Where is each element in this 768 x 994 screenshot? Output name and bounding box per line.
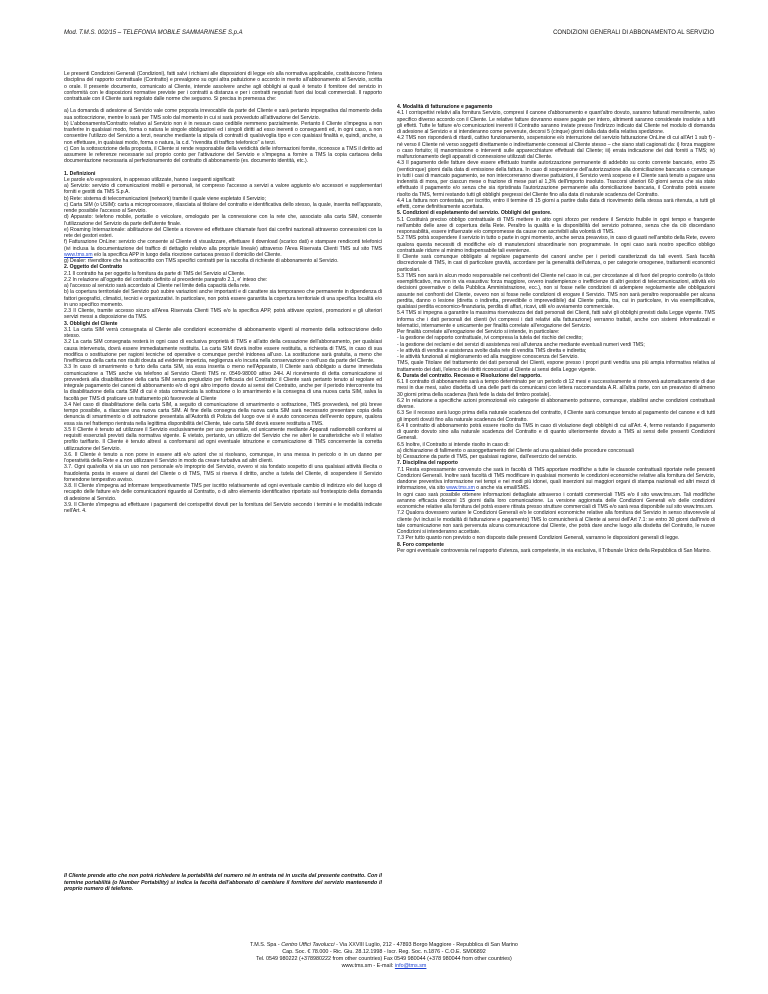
document-title: CONDIZIONI GENERALI DI ABBONAMENTO AL SERVIZIO <box>553 30 714 36</box>
paragraph: Le parole e/o espressioni, in appresso utilizzate, hanno i seguenti significati: <box>64 176 236 183</box>
paragraph: 3.5 Il Cliente è tenuto ad utilizzare il Servizio esclusivamente per uso personale, ed unicamente mediante Apparati radiomobili conformi ai requisiti essenziali previsti dalla normativa vigente. È vietato, pertanto, un utilizzo del Servizio che ne alteri le caratteristiche e/o il relativo profilo tariffario. Il Cliente è tenuto altresì a conformarsi ad ogni eventuale istruzione e comunicazione di TMS concernente la corretta utilizzazione del Servizio. <box>64 426 382 452</box>
paragraph: 6.4 Il contratto di abbonamento potrà essere risolto da TMS in caso di violazione degli obblighi di cui all'Art. 4, fermo restando il pagamento di quanto dovuto sino alla naturale scadenza del Contratto e di quanto ulteriormente dovuto a TMS ai sensi delle presenti Condizioni Generali. <box>397 422 715 442</box>
paragraph: 7.3 Per tutto quanto non previsto o non disposto dalle presenti Condizioni Generali, varranno le disposizioni generali di legge. <box>397 535 680 542</box>
paragraph: 6.5 Inoltre, il Contratto si intende risolto in caso di: <box>397 441 510 448</box>
footer-registry: Cap. Soc. € 78.000 - Ric. Giu. 28.12.1998 - Iscr. Reg. Soc. n.1876 - C.O.E. SM06892 <box>282 949 486 956</box>
paragraph: g) Dealer: rivenditore che ha sottoscritto con TMS specifici contratti per la raccolta di richieste di abbonamento al Servizio. <box>64 258 339 264</box>
section-heading: 5. Condizioni di espletamento del servizio. Obblighi del gestore. <box>397 210 552 217</box>
paragraph: 3.2 La carta SIM consegnata resterà in ogni caso di esclusiva proprietà di TMS e all'atto della cessazione dell'abbonamento, per qualsiasi causa intervenuta, dovrà essere immediatamente restituita. La carta SIM dovrà inoltre essere restituita, a richiesta di TMS, in caso di sua modifica o sostituzione per ragioni tecniche od operative o comunque perché inidonea all'uso. La sostituzione sarà gratuita, a meno che l'inefficienza della carta non risulti dovuta ad evidente imperizia, negligenza e/o incuria nella conservazione o nell'uso da parte del Cliente. <box>64 339 382 364</box>
website-link[interactable]: www.tms.sm <box>446 485 475 492</box>
paragraph: In ogni caso sarà possibile ottenere informazioni dettagliate attraverso i contatti commerciali TMS e/o il sito www.tms.sm. Tali modifiche avranno efficacia decorsi 15 giorni dalla loro comunicazione. La versione aggiornata delle Condizioni Generali e/o delle condizioni economiche relative alla fornitura del potrà essere ritirata presso strutture commerciali di TMS e/o sarà resa disponibile sul sito www.tms.sm. <box>397 491 715 510</box>
paragraph: 4.1 I corrispettivi relativi alla fornitura Servizio, compresi il canone d'abbonamento e quant'altro dovuto, saranno fatturati mensilmente, salvo specifico diverso accordo con il Cliente. Le relative fatture dovranno essere pagate per intero, altrimenti saranno considerate insolute a tutti gli effetti. Tutte le fatture e/o comunicazioni inerenti il Contratto saranno inviate presso l'indirizzo indicato dal Cliente nel modulo di domanda di adesione al Servizio e si intenderanno come pervenute, decorsi 5 (cinque) giorni dalla data della relativa spedizione. <box>397 110 715 135</box>
footer-street: - Via XXVIII Luglio, 212 - 47893 Borgo Maggiore - Repubblica di San Marino <box>334 942 518 948</box>
paragraph: c) Con la sottoscrizione della proposta, il Cliente si rende responsabile della veridicità delle informazioni fornite, riconosce a TMS il diritto ad assumere le referenze necessarie sul proprio conto per l'attivazione del Servizio e s'impegna a fornire a TMS la copia cartacea della documentazione necessaria al perfezionamento del contratto di abbonamento (es. documento identità, etc.). <box>64 145 382 165</box>
paragraph: a) l'accesso al servizio sarà accordato al Cliente nel limite della capacità della rete. <box>64 283 251 289</box>
footer-contact <box>0 963 768 970</box>
paragraph: 3.4 Nel caso di disabilitazione della carta SIM, a seguito di comunicazione di smarrimento o sottrazione, TMS provvederà, nel più breve tempo possibile, a rilasciare una nuova carta SIM. Al fine della consegna della nuova carta SIM sarà necessario presentare copia della denuncia di smarrimento o di sottrazione presentata all'Autorità di Polizia del luogo ove si è avuto conoscenza dell'evento oppure, qualora essa sia nel frattempo rientrata nella legittima disponibilità del Cliente, tale carta SIM dovrà essere restituita a TMS. <box>64 401 382 427</box>
paragraph: c) Carta SIM (o USIM): carta a microprocessore, rilasciata al titolare del contratto e identificativa dello stesso, la quale, inserita nell'apparato, rende possibile l'accesso al Servizio. <box>64 201 382 214</box>
paragraph: - le attività funzionali al miglioramento ed alla maggiore conoscenza del Servizio. <box>397 354 579 360</box>
section-heading: 6. Durata del contratto. Recesso e Risoluzione del rapporto. <box>397 372 542 379</box>
left-column <box>64 71 382 514</box>
paragraph: b) L'abbonamento/Contratto relativo al Servizio non è in nessun caso cedibile nemmeno parzialmente. Pertanto il Cliente s'impegna a non trasferire in qualsiasi modo, forma o natura le singole obbligazioni ed i singoli diritti ad esso inerenti o conseguenti ed, in ogni caso, a non consentire l'utilizzo del Servizio a terzi, neanche mediante la stipula di contratti di qualsivoglia tipo e con qualsiasi finalità e, quindi, anche, a non effettuare, in qualsiasi modo, forma o natura, la c.d. "rivendita di traffico telefonico" a terzi. <box>64 120 382 146</box>
paragraph: - la gestione del rapporto contrattuale, ivi compresa la tutela del rischio del credito; <box>397 335 583 342</box>
paragraph: 2.1 Il contratto ha per oggetto la fornitura da parte di TMS del Servizio al Cliente. <box>64 270 246 277</box>
paragraph: 2.3 Il Cliente, tramite accesso sicuro all'Area Riservata Clienti TMS e/o la specifica APP, potrà attivare opzioni, promozioni e gli ulteriori servizi messi a disposizione da TMS. <box>64 308 382 321</box>
paragraph: 5.1 Costituirà preciso obbligo contrattuale di TMS mettere in atto ogni sforzo per rendere il Servizio fruibile in ogni tempo e frangente nell'ambito delle aree di copertura della Rete. Peraltro la qualità e la disponibilità del servizio potranno, senza che da ciò discendano responsabilità, essere influenzate e/o compromesse da cause non ascrivibili alla volontà di TMS. <box>397 216 715 235</box>
footer-company: T.M.S. Spa - <box>250 942 282 948</box>
paragraph: a) dichiarazione di fallimento o assoggettamento del Cliente ad una qualsiasi delle procedure concorsuali <box>397 447 634 454</box>
right-column <box>397 104 715 554</box>
paragraph: Le presenti Condizioni Generali (Condizioni), fatti salvi i richiami alle disposizioni di legge e/o alla normativa applicabile, costituiscono l'intera disciplina del rapporto contrattuale (Contratto) e prevalgono su ogni altra pattuizione o accordo in merito all'abbonamento al Servizio, scritta o orale. Il presente documento, comunicato al Cliente, intende assolvere anche agli obblighi ai quali è tenuto il fornitore del servizio in conformità con le disposizioni normative previste per i contratti a distanza e per i contratti negoziati fuori dai locali commerciali. Il rapporto contrattuale con il Cliente sarà regolato dalle norme che seguono. Si precisa in premessa che: <box>64 71 382 102</box>
paragraph: 5.4 TMS si impegna a garantire la massima riservatezza dei dati personali dei Clienti, fatti salvi gli obblighi previsti dalla Legge vigente. TMS informa che i dati personali dei clienti (ivi compresi i dati relativi alla fatturazione) verranno trattati, anche con sistemi informatizzati e telematici, internamente e unicamente per finalità correlate all'erogazione del Servizio. <box>397 310 715 329</box>
paragraph: 6.3 Se il recesso avrà luogo prima della naturale scadenza del contratto, il Cliente sarà comunque tenuto al pagamento del canone e di tutti gli importi dovuti fino alla naturale scadenza del Contratto. <box>397 410 715 423</box>
paragraph: 7.1 Resta espressamente convenuto che sarà in facoltà di TMS apportare modifiche a tutte le clausole contrattuali riportate nelle presenti Condizioni Generali. Inoltre sarà facoltà di TMS modificare in qualsiasi momento le condizioni economiche relative alla fornitura del Servizio, dandone preventiva informazione nei tempi e nei modi più idonei, quali inserzioni sui maggiori organi di stampa nazionali ed altri mezzi di informazione, via sito www.tms.sm o anche via email/SMS. <box>397 466 715 492</box>
paragraph: - la gestione dei reclami e dei servizi di assistenza resi all'utenza anche mediante eventuali numeri verdi TMS; <box>397 341 645 348</box>
paragraph: f) Fatturazione OnLine: servizio che consente al Cliente di visualizzare, effettuare il download (scarico dati) e stampare rendiconti telefonici (ivi inclusa la documentazione del traffico di dettaglio relativo alla propria/e linea/e) attraverso l'Area Riservata Clienti TMS sul sito TMS www.tms.sm e/o la specifica APP in luogo della ricezione cartacea presso il domicilio del Cliente. <box>64 239 382 258</box>
paragraph: 3.7. Ogni qualvolta vi sia un uso non personale e/o improprio del Servizio, ovvero vi sia fondato sospetto di una qualsiasi attività illecita o fraudolenta posta in essere ai danni del Cliente o di TMS, TMS si riserva il diritto, anche a tutela del Cliente, di sospendere il Servizio fornendone tempestivo avviso. <box>64 464 382 483</box>
paragraph: 4.2 TMS non risponderà di ritardi, cattivo funzionamento, sospensione e/o interruzione del servizio fatturazione OnLine di cui all'Art 1 sub f) - né verso il Cliente né verso soggetti direttamente o indirettamente connessi al Cliente stesso – che siano stati cagionati da: i) forza maggiore o caso fortuito; ii) manomissione o interventi sulle apparecchiature effettuati dal Cliente; iii) errata indicazione dei dati forniti a TMS; iv) malfunzionamento degli apparati di connessione utilizzati dal Cliente. <box>397 135 715 160</box>
paragraph: 6.1 Il contratto di abbonamento sarà a tempo determinato per un periodo di 12 mesi e successivamente si rinnoverà automaticamente di due mesi in due mesi, salvo disdetta di una delle parti da comunicarsi con lettera raccomandata A.R. all'altra parte, con un preavviso di almeno 30 giorni prima della scadenza (farà fede la data del timbro postale). <box>397 379 715 398</box>
email-link[interactable]: info@tms.sm <box>394 963 427 970</box>
paragraph: 4.4 La fattura non contestata, per iscritto, entro il termine di 15 giorni a partire dalla data di ricevimento della stessa sarà ritenuta, a tutti gli effetti, come definitivamente accettata. <box>397 197 715 210</box>
footer-address <box>0 942 768 949</box>
paragraph: b) Cessazione da parte di TMS, per qualsiasi ragione, dall'esercizio del servizio. <box>397 454 578 460</box>
document-code: Mod. T.M.S. 002/15 – TELEFONIA MOBILE SAMMARINESE S.p.A <box>64 30 243 36</box>
paragraph: 5.3 TMS non sarà in alcun modo responsabile nei confronti del Cliente nel caso in cui, per circostanze al di fuori del proprio controllo (a titolo esemplificativo, ma non in via esaustiva: forza maggiore, ovvero inadempienze o inefficienze di altri gestori di telecomunicazioni, attività e/o decisioni governative o della Pubblica Amministrazione, ecc.), non si fosse nelle condizioni di adempiere regolarmente alle obbligazioni assunte nei confronti del Cliente, ovvero non si fosse nelle condizioni di erogare il Servizio. TMS non sarà peraltro responsabile per alcuna perdita, danno o lesione (diretta o indiretta, prevedibile o imprevedibile) dal Cliente patita, tra, cui in particolare, in via esemplificativa, qualsiasi perdita economico-finanziaria, perdita di affari, ricavi, utili e/o avviamento commerciale. <box>397 272 715 310</box>
paragraph: 6.2 In relazione a specifiche azioni promozionali e/o categorie di abbonamento potranno, comunque, stabilirsi anche condizioni contrattuali diverse. <box>397 397 715 410</box>
paragraph: 3.3 In caso di smarrimento o furto della carta SIM, sia essa inserita o meno nell'Apparato, Il Cliente sarà obbligato a darne immediata comunicazione a TMS anche via telefono al Servizio Clienti TMS nr. 0549-98000 attivo 24H. Al ricevimento di detta comunicazione si provvederà alla disabilitazione della carta SIM senza pregiudizio per l'efficacia del Contratto: il Cliente sarà pertanto tenuto al regolare ed integrale pagamento dei canoni di abbonamento e/o di ogni altro importo dovuto ai sensi del Contratto, anche per il periodo intercorrente tra la disabilitazione della carta SIM di cui è stata comunicata la sottrazione o lo smarrimento e la consegna di una nuova carta SIM, salva la facoltà per TMS di praticare un trattamento più favorevole al Cliente <box>64 364 382 402</box>
paragraph: Per finalità correlate all'erogazione del Servizio si intende, in particolare: <box>397 329 560 335</box>
paragraph: b) la copertura territoriale del Servizio può subire variazioni anche importanti e di carattere sia temporaneo che permanente in dipendenza di fattori geografici, climatici, tecnici e organizzativi. In particolare, non potrà essere garantita la copertura territoriale di una specifica località e/o in uno specifico momento. <box>64 289 382 308</box>
footer-phone: Tel. 0549 980222 (+378980222 from other countries) Fax 0549 980044 (+378 980044 from other countries) <box>256 956 512 963</box>
paragraph: 3.8. Il Cliente s'impegna ad informare tempestivamente TMS per iscritto relativamente ad ogni eventuale cambio di indirizzo e/o del luogo di recapito delle fatture e/o delle comunicazioni riguardo al Contratto, o di altro elemento identificativo riportato sul frontespizio della domanda di adesione al Servizio. <box>64 483 382 502</box>
paragraph: e) Roaming Internazionale: abilitazione del Cliente a ricevere ed effettuare chiamate fuori dai confini nazionali attraverso connessioni con la rete dei gestori esteri. <box>64 226 382 239</box>
paragraph: 5.2 TMS potrà sospendere il servizio in tutto o parte in ogni momento, anche senza preavviso, in caso di guasti nell'ambito della Rete, ovvero qualora questa necessiti di modifiche e/o di manutenzioni straordinarie non programmate. In ogni caso sarà nostro specifico obbligo contrattuale ridurre al minimo indispensabile tali evenienze. <box>397 235 715 254</box>
paragraph: 3.9. Il Cliente s'impegna ad effettuare i pagamenti dei corrispettivi dovuti per la fornitura del Servizio secondo i termini e le modalità indicate nell'Art. 4. <box>64 501 382 514</box>
paragraph: 3.6. Il Cliente è tenuto a non porre in essere atti e/o azioni che si risolvano, comunque, in una messa in pericolo o in un danno per l'operatività della Rete e a non utilizzare il Servizio in modo da creare turbativa ad altri clienti. <box>64 451 382 464</box>
paragraph: 2.2 In relazione all'oggetto del contratto definito al precedente paragrafo 2.1, e' inteso che: <box>64 276 268 283</box>
paragraph: 7.2 Qualora dovessero variare le Condizioni Generali e/o le condizioni economiche relative alla fornitura del Servizio in senso sfavorevole al cliente (ivi inclusi le modalità di fatturazione e pagamento) TMS lo comunicherà al Cliente ai sensi dell'Art 7.1: se entro 30 giorni dall'invio di tale comunicazione non sarà pervenuta alcuna comunicazione dal Cliente, che potrà dare anche luogo alla disdetta del Contratto, le nuove Condizioni si intenderanno accettate. <box>397 510 715 535</box>
section-heading: 8. Foro competente <box>397 541 444 548</box>
section-heading: 4. Modalità di fatturazione e pagamento <box>397 104 493 110</box>
paragraph: d) Apparato: telefono mobile, portatile o veicolare, omologato per la connessione con la rete che, associato alla carta SIM, consente l'utilizzazione del Servizio da parte dell'utente finale. <box>64 214 382 227</box>
paragraph: 4.3 Il pagamento delle fatture deve essere effettuato tramite autorizzazione permanente di addebito su conto corrente bancario, entro 25 (venticinque) giorni dalla data di emissione della fattura. In caso di sospensione dell'autorizzazione alla domiciliazione bancaria o comunque in tutti i casi di mancato pagamento, se non intercorreranno diverse pattuizioni, il Servizio verrà sospeso e il Cliente sarà tenuto a pagare una indennità di mora, per ciascun mese o frazione di mese pari al 1,3% dell'importo insoluto. Trascorsi ulteriori 60 giorni senza che sia stato effettuato il pagamento e/o senza che sia ripristinata l'autorizzazione permanente alla domiciliazione bancaria, il Contratto potrà essere risolto da TMS, fermi restando tutti gli obblighi pregressi del Cliente fino alla data di naturale scadenza del Contratto. <box>397 160 715 198</box>
portability-note: Il Cliente prende atto che non potrà richiedere la portabilità del numero né in entrata né in uscita dal presente contratto. Con il termine portabilità (o Number Portability) si indica la facoltà dell'abbonato di cambiare il fornitore del servizio mantenendo il proprio numero di telefono. <box>64 873 382 893</box>
paragraph: - le attività di vendita e assistenza svolte dalla rete di vendita TMS diretta e indiretta; <box>397 347 587 354</box>
paragraph: b) Rete: sistema di telecomunicazioni (network) tramite il quale viene espletato il Servizio; <box>64 195 266 202</box>
section-heading: 2. Oggetto del Contratto <box>64 264 123 271</box>
paragraph: a) Servizio: servizio di comunicazioni mobili e personali, ivi compreso l'accesso a servizi a valore aggiunto e/o accessori e supplementari forniti e gestiti da TMS S.p.A. <box>64 183 382 196</box>
section-heading: 1. Definizioni <box>64 170 96 177</box>
paragraph: Il Cliente sarà comunque obbligato al regolare pagamento dei canoni anche per i periodi caratterizzati da tali eventi. Sarà facoltà discrezionale di TMS, in casi di particolare gravità, accordare per la generalità dell'utenza, o per categorie omogenee, trattamenti economici particolari. <box>397 254 715 273</box>
paragraph: a) La domanda di adesione al Servizio vale come proposta irrevocabile da parte del Cliente e sarà pertanto impegnativa dal momento della sua sottoscrizione, mentre lo sarà per TMS solo dal momento in cui si sarà provveduto all'attivazione del Servizio. <box>64 108 382 121</box>
paragraph: Per ogni eventuale controversia nel rapporto d'utenza, sarà competente, in via esclusiva, il Tribunale Unico della Repubblica di San Marino. <box>397 547 711 554</box>
footer-website: www.tms.sm - E-mail: <box>341 963 395 970</box>
website-link[interactable]: www.tms.sm <box>64 251 93 258</box>
footer <box>0 942 768 970</box>
paragraph: TMS, quale Titolare del trattamento dei dati personali dei Clienti, espone presso i propri punti vendita una più ampia informativa relativa al trattamento dei dati, l'elenco dei diritti riconosciuti al Cliente ai sensi della Legge vigente. <box>397 360 715 373</box>
footer-building: Centro Uffici Tavolucci <box>281 942 335 948</box>
paragraph: 3.1 La carta SIM verrà consegnata al Cliente alle condizioni economiche di abbonamento vigenti al momento della sottoscrizione dello stesso. <box>64 326 382 339</box>
section-heading: 3. Obblighi del Cliente <box>64 320 118 327</box>
section-heading: 7. Disciplina del rapporto <box>397 460 458 467</box>
